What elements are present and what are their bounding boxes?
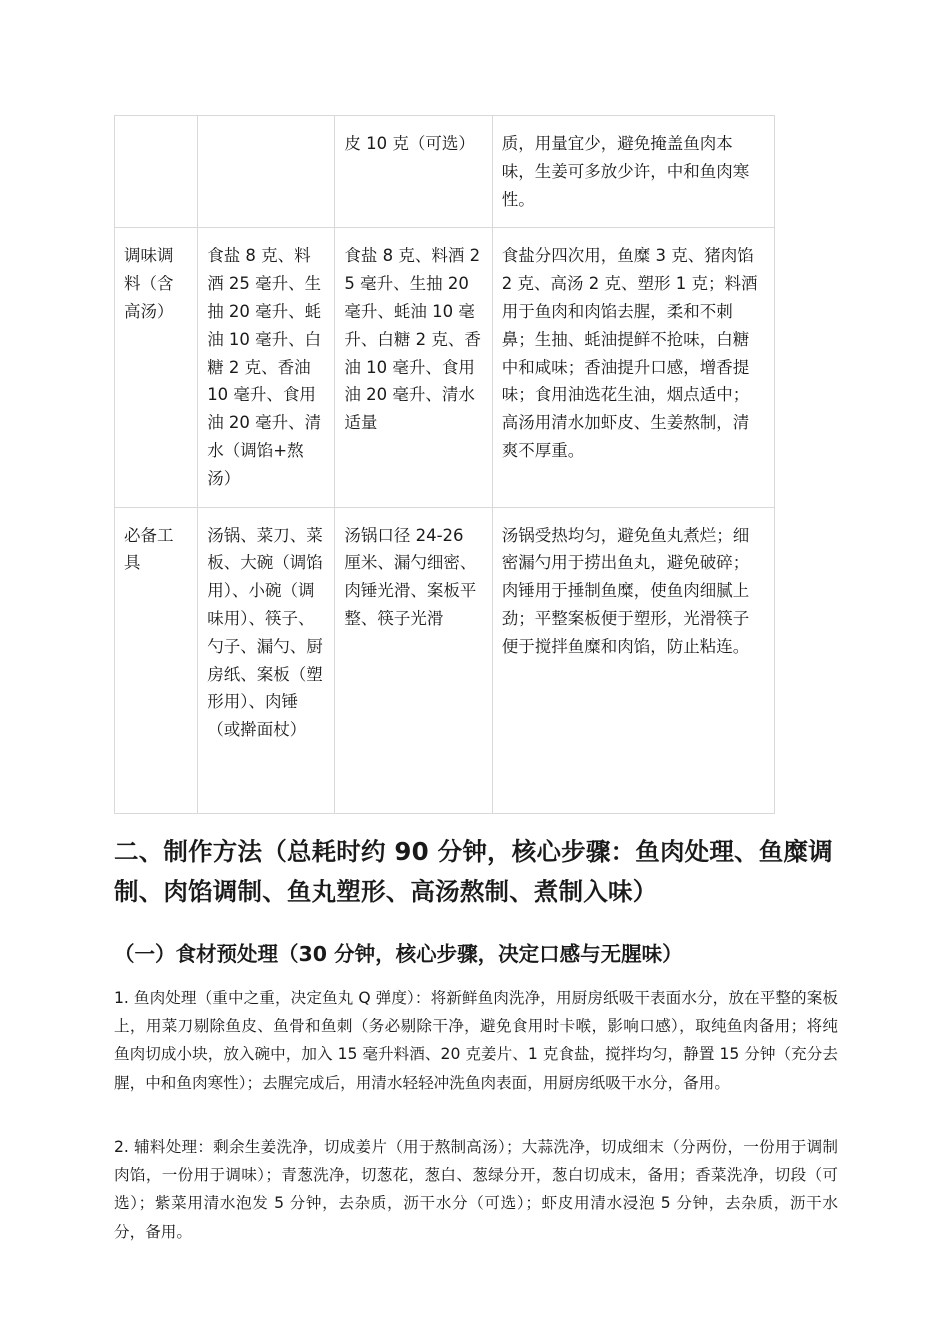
table-cell-amount-a xyxy=(198,116,335,228)
table-row xyxy=(115,507,775,813)
section-heading: 二、制作方法（总耗时约 90 分钟，核心步骤：鱼肉处理、鱼糜调制、肉馅调制、鱼丸塑形、高汤熬制、煮制入味） xyxy=(114,837,833,906)
table-cell-category: 必备工具 xyxy=(115,507,198,813)
table-cell-category: 调味调料（含高汤） xyxy=(115,228,198,507)
table-cell-note: 质，用量宜少，避免掩盖鱼肉本味，生姜可多放少许，中和鱼肉寒性。 xyxy=(492,116,774,228)
table-row xyxy=(115,116,775,228)
paragraph-fish-processing: 1. 鱼肉处理（重中之重，决定鱼丸 Q 弹度）：将新鲜鱼肉洗净，用厨房纸吸干表面水分，放在平整的案板上，用菜刀剔除鱼皮、鱼骨和鱼刺（务必剔除干净，避免食用时卡喉，影响口感），取纯鱼肉备用；将纯鱼肉切成小块，放入碗中，加入 15 毫升料酒、20 克姜片、1 克食盐，搅拌均匀，静置 15 分钟（充分去腥，中和鱼肉寒性）；去腥完成后，用清水轻轻冲洗鱼肉表面，用厨房纸吸干水分，备用。 xyxy=(114,989,838,1092)
table-cell-note: 汤锅受热均匀，避免鱼丸煮烂；细密漏勺用于捞出鱼丸，避免破碎；肉锤用于捶制鱼糜，使鱼肉细腻上劲；平整案板便于塑形，光滑筷子便于搅拌鱼糜和肉馅，防止粘连。 xyxy=(492,507,774,813)
table-cell-amount-b: 汤锅口径 24-26 厘米、漏勺细密、肉锤光滑、案板平整、筷子光滑 xyxy=(335,507,492,813)
table-cell-amount-b: 食盐 8 克、料酒 25 毫升、生抽 20 毫升、蚝油 10 毫升、白糖 2 克、香油 10 毫升、食用油 20 毫升、清水适量 xyxy=(335,228,492,507)
table-cell-amount-b: 皮 10 克（可选） xyxy=(335,116,492,228)
table-cell-amount-a: 食盐 8 克、料酒 25 毫升、生抽 20 毫升、蚝油 10 毫升、白糖 2 克、香油 10 毫升、食用油 20 毫升、清水（调馅+熬汤） xyxy=(198,228,335,507)
table-row xyxy=(115,228,775,507)
table-cell-category xyxy=(115,116,198,228)
ingredients-table xyxy=(114,115,775,814)
table-cell-amount-a: 汤锅、菜刀、菜板、大碗（调馅用）、小碗（调味用）、筷子、勺子、漏勺、厨房纸、案板（塑形用）、肉锤（或擀面杖） xyxy=(198,507,335,813)
table-cell-note: 食盐分四次用，鱼糜 3 克、猪肉馅 2 克、高汤 2 克、塑形 1 克；料酒用于鱼肉和肉馅去腥，柔和不刺鼻；生抽、蚝油提鲜不抢味，白糖中和咸味；香油提升口感，增香提味；食用油选花生油，烟点适中；高汤用清水加虾皮、生姜熬制，清爽不厚重。 xyxy=(492,228,774,507)
subsection-heading: （一）食材预处理（30 分钟，核心步骤，决定口感与无腥味） xyxy=(114,942,683,966)
paragraph-auxiliary-processing: 2. 辅料处理：剩余生姜洗净，切成姜片（用于熬制高汤）；大蒜洗净，切成细末（分两份，一份用于调制肉馅，一份用于调味）；青葱洗净，切葱花，葱白、葱绿分开，葱白切成末，备用；香菜洗净，切段（可选）；紫菜用清水泡发 5 分钟，去杂质，沥干水分（可选）；虾皮用清水浸泡 5 分钟，去杂质，沥干水分，备用。 xyxy=(114,1138,838,1241)
